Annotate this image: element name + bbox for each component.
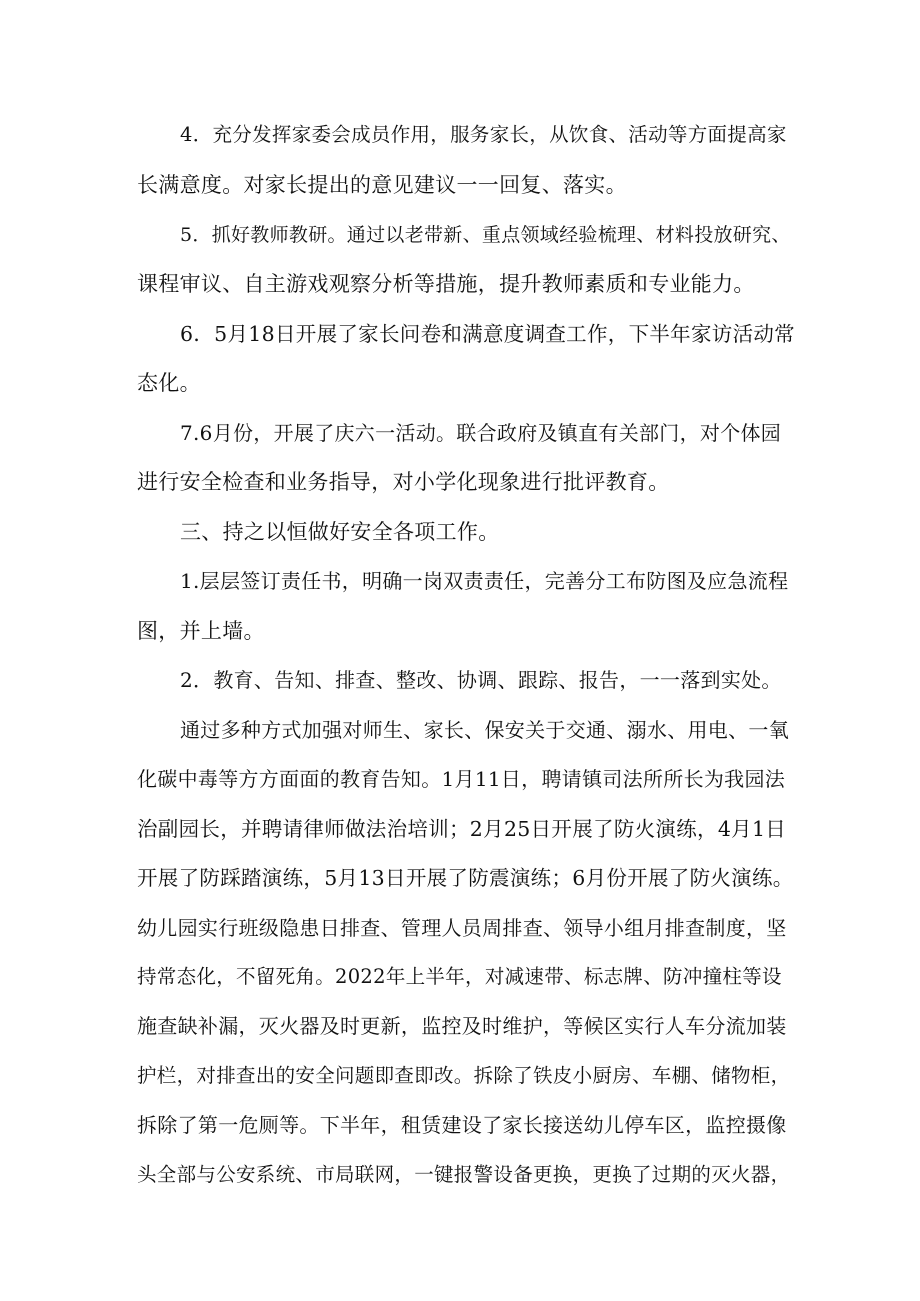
text-line: 4．充分发挥家委会成员作用，服务家长，从饮食、活动等方面提高家 <box>180 123 787 146</box>
text-line: 幼儿园实行班级隐患日排查、管理人员周排查、领导小组月排查制度，坚 <box>137 916 787 940</box>
text-line: 图，并上墙。 <box>137 619 265 643</box>
text-line: 治副园长，并聘请律师做法治培训；2月25日开展了防火演练，4月1日 <box>137 817 787 841</box>
text-line: 课程审议、自主游戏观察分析等措施，提升教师素质和专业能力。 <box>137 272 755 296</box>
section-heading: 三、持之以恒做好安全各项工作。 <box>180 520 500 544</box>
text-line: 进行安全检查和业务指导，对小学化现象进行批评教育。 <box>137 470 670 494</box>
text-line: 2．教育、告知、排查、整改、协调、跟踪、报告，一一落到实处。 <box>180 668 782 692</box>
text-line: 7.6月份，开展了庆六一活动。联合政府及镇直有关部门，对个体园 <box>180 421 782 445</box>
text-line: 拆除了第一危厕等。下半年，租赁建设了家长接送幼儿停车区，监控摄像 <box>137 1113 787 1137</box>
text-line: 护栏，对排查出的安全问题即查即改。拆除了铁皮小厨房、车棚、储物柜， <box>137 1064 791 1087</box>
text-line: 开展了防踩踏演练，5月13日开展了防震演练；6月份开展了防火演练。 <box>137 866 794 890</box>
text-line: 头全部与公安系统、市局联网，一键报警设备更换，更换了过期的灭火器， <box>137 1163 791 1186</box>
text-line: 通过多种方式加强对师生、家长、保安关于交通、溺水、用电、一氧 <box>180 718 789 742</box>
text-line: 5．抓好教师教研。通过以老带新、重点领域经验梳理、材料投放研究、 <box>180 224 791 246</box>
text-line: 施查缺补漏，灭火器及时更新，监控及时维护，等候区实行人车分流加装 <box>137 1014 787 1038</box>
text-line: 态化。 <box>137 371 201 395</box>
text-line: 1.层层签订责任书，明确一岗双责责任，完善分工布防图及应急流程 <box>180 569 789 593</box>
text-line: 化碳中毒等方方面面的教育告知。1月11日，聘请镇司法所所长为我园法 <box>137 767 786 791</box>
text-line: 持常态化，不留死角。2022年上半年，对减速带、标志牌、防冲撞柱等设 <box>137 965 782 988</box>
text-line: 6．5月18日开展了家长问卷和满意度调查工作，下半年家访活动常 <box>180 322 795 346</box>
text-line: 长满意度。对家长提出的意见建议一一回复、落实。 <box>137 173 627 197</box>
